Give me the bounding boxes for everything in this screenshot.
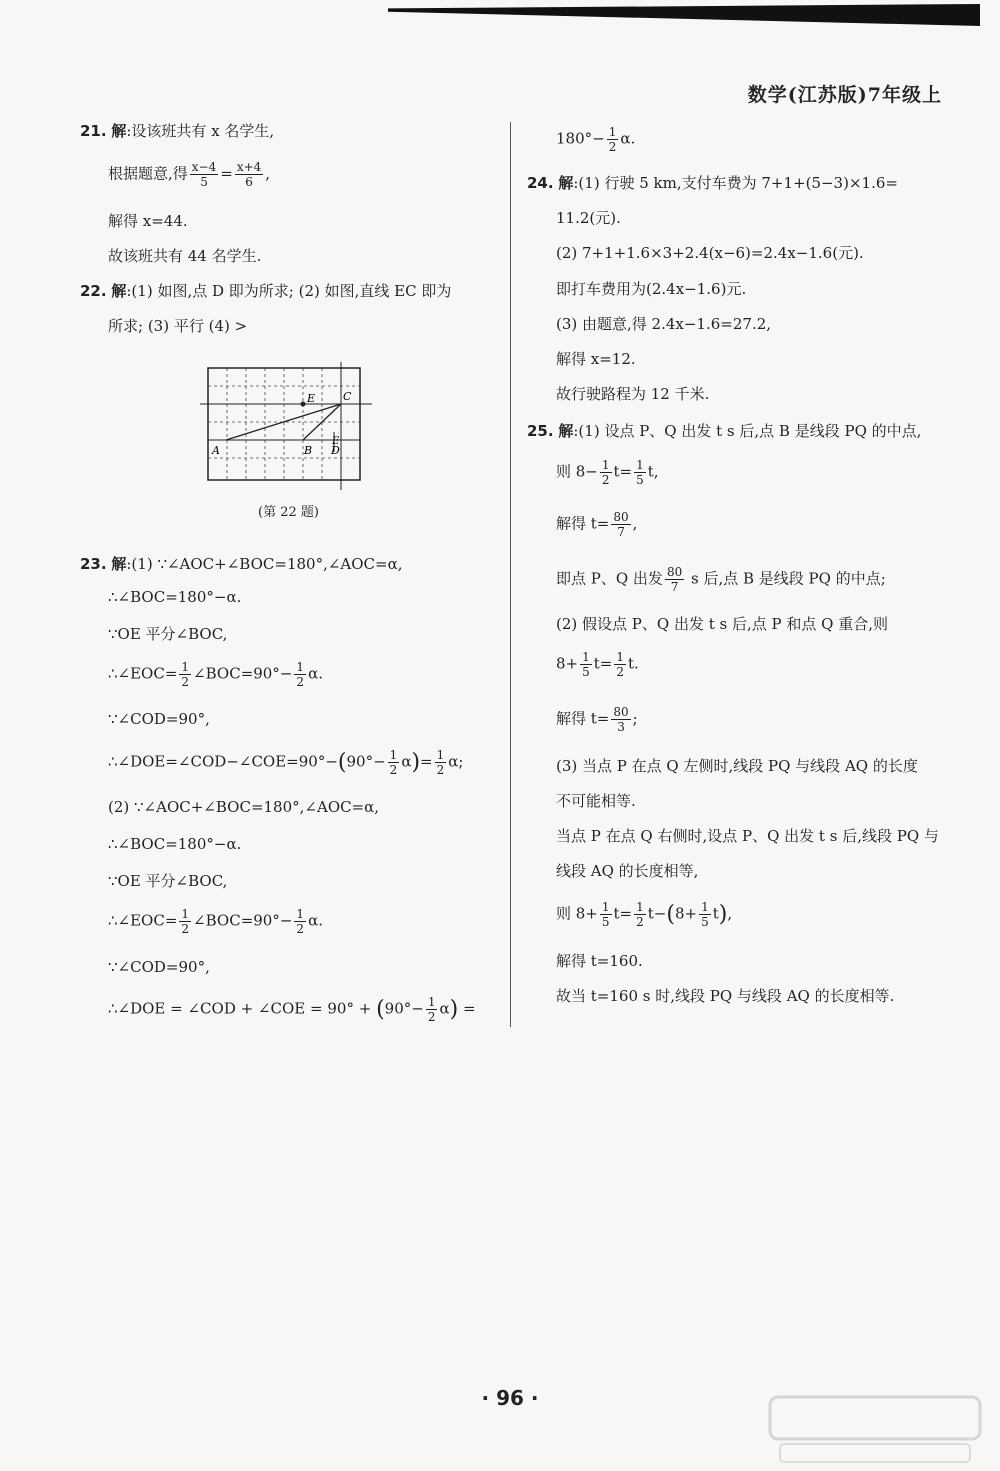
q24-line3: (2) 7+1+1.6×3+2.4(x−6)=2.4x−1.6(元). — [556, 244, 864, 262]
column-divider — [510, 122, 511, 1027]
figure-caption: (第 22 题) — [258, 505, 319, 520]
q21-line4: 故该班共有 44 名学生. — [108, 247, 262, 265]
q25-line14: 故当 t=160 s 时,线段 PQ 与线段 AQ 的长度相等. — [556, 987, 895, 1005]
q23-line10: ∴∠EOC= $\frac{1}{2}$ ∠BOC=90°− $\frac{1}{2}$ α. — [108, 907, 323, 936]
q25-line12: 则 8+ $\frac{1}{5}$ t= $\frac{1}{2}$ t−(8+ $\frac{1}{5}$ t), — [556, 900, 733, 929]
q25-line9: 不可能相等. — [556, 792, 636, 810]
fraction: $\frac{x+4}{6}$ — [236, 160, 262, 189]
q25-line3: 解得 t= $\frac{80}{7}$ , — [556, 510, 638, 539]
q25-line2: 则 8− $\frac{1}{2}$ t= $\frac{1}{5}$ t, — [556, 458, 659, 487]
q23-line8: ∴∠BOC=180°−α. — [108, 835, 242, 853]
q24-line1: 24. 解:(1) 行驶 5 km,支付车费为 7+1+(5−3)×1.6= — [527, 174, 898, 192]
q25-line8: (3) 当点 P 在点 Q 左侧时,线段 PQ 与线段 AQ 的长度 — [556, 757, 918, 775]
q24-line6: 解得 x=12. — [556, 350, 636, 368]
q23-line11: ∵∠COD=90°, — [108, 958, 210, 976]
label-b: B — [304, 444, 313, 457]
q25-line13: 解得 t=160. — [556, 952, 643, 970]
q22-line1: 22. 解:(1) 如图,点 D 即为所求; (2) 如图,直线 EC 即为 — [80, 282, 452, 300]
q23-line9: ∵OE 平分∠BOC, — [108, 872, 228, 890]
watermark-logo — [760, 1392, 990, 1467]
grid-figure — [196, 362, 376, 492]
q23-line3: ∵OE 平分∠BOC, — [108, 625, 228, 643]
label-e: E — [307, 392, 316, 405]
label-d: D — [331, 444, 340, 457]
top-bar-decoration — [388, 4, 980, 26]
q23-line4: ∴∠EOC= $\frac{1}{2}$ ∠BOC=90°− $\frac{1}{2}$ α. — [108, 660, 323, 689]
fraction: $\frac{x-4}{5}$ — [191, 160, 217, 189]
q24-line5: (3) 由题意,得 2.4x−1.6=27.2, — [556, 315, 772, 333]
q21-line3: 解得 x=44. — [108, 212, 188, 230]
q23-continuation: 180°− $\frac{1}{2}$ α. — [556, 125, 636, 154]
q21-line2: 根据题意,得 $\frac{x-4}{5}$ = $\frac{x+4}{6}$ , — [108, 160, 271, 189]
page-header: 数学(江苏版)7年级上 — [747, 84, 942, 106]
q22-line2: 所求; (3) 平行 (4) > — [108, 317, 248, 335]
q25-line6: 8+ $\frac{1}{5}$ t= $\frac{1}{2}$ t. — [556, 650, 639, 679]
q24-line2: 11.2(元). — [556, 209, 621, 227]
q25-line10: 当点 P 在点 Q 右侧时,设点 P、Q 出发 t s 后,线段 PQ 与 — [556, 827, 939, 845]
q23-line12: ∴∠DOE = ∠COD + ∠COE = 90° + (90°− $\frac{1}{2}$ α) = — [108, 995, 476, 1024]
q25-line4: 即点 P、Q 出发 $\frac{80}{7}$ s 后,点 B 是线段 PQ 的中点; — [556, 565, 886, 594]
q23-line7: (2) ∵∠AOC+∠BOC=180°,∠AOC=α, — [108, 798, 380, 816]
q23-line5: ∵∠COD=90°, — [108, 710, 210, 728]
q24-line7: 故行驶路程为 12 千米. — [556, 385, 710, 403]
label-c: C — [343, 390, 352, 403]
label-e2: E — [332, 436, 340, 447]
q25-line1: 25. 解:(1) 设点 P、Q 出发 t s 后,点 B 是线段 PQ 的中点, — [527, 422, 922, 440]
q23-line6: ∴∠DOE=∠COD−∠COE=90°−(90°− $\frac{1}{2}$ α)= $\frac{1}{2}$ α; — [108, 748, 464, 777]
q25-line7: 解得 t= $\frac{80}{3}$ ; — [556, 705, 638, 734]
q25-line5: (2) 假设点 P、Q 出发 t s 后,点 P 和点 Q 重合,则 — [556, 615, 888, 633]
q23-line2: ∴∠BOC=180°−α. — [108, 588, 242, 606]
q23-line1: 23. 解:(1) ∵∠AOC+∠BOC=180°,∠AOC=α, — [80, 555, 403, 573]
label-a: A — [212, 444, 220, 457]
page-number: · 96 · — [481, 1386, 539, 1410]
q21-line1: 21. 解:设该班共有 x 名学生, — [80, 122, 275, 140]
q24-line4: 即打车费用为(2.4x−1.6)元. — [556, 280, 747, 298]
q25-line11: 线段 AQ 的长度相等, — [556, 862, 699, 880]
